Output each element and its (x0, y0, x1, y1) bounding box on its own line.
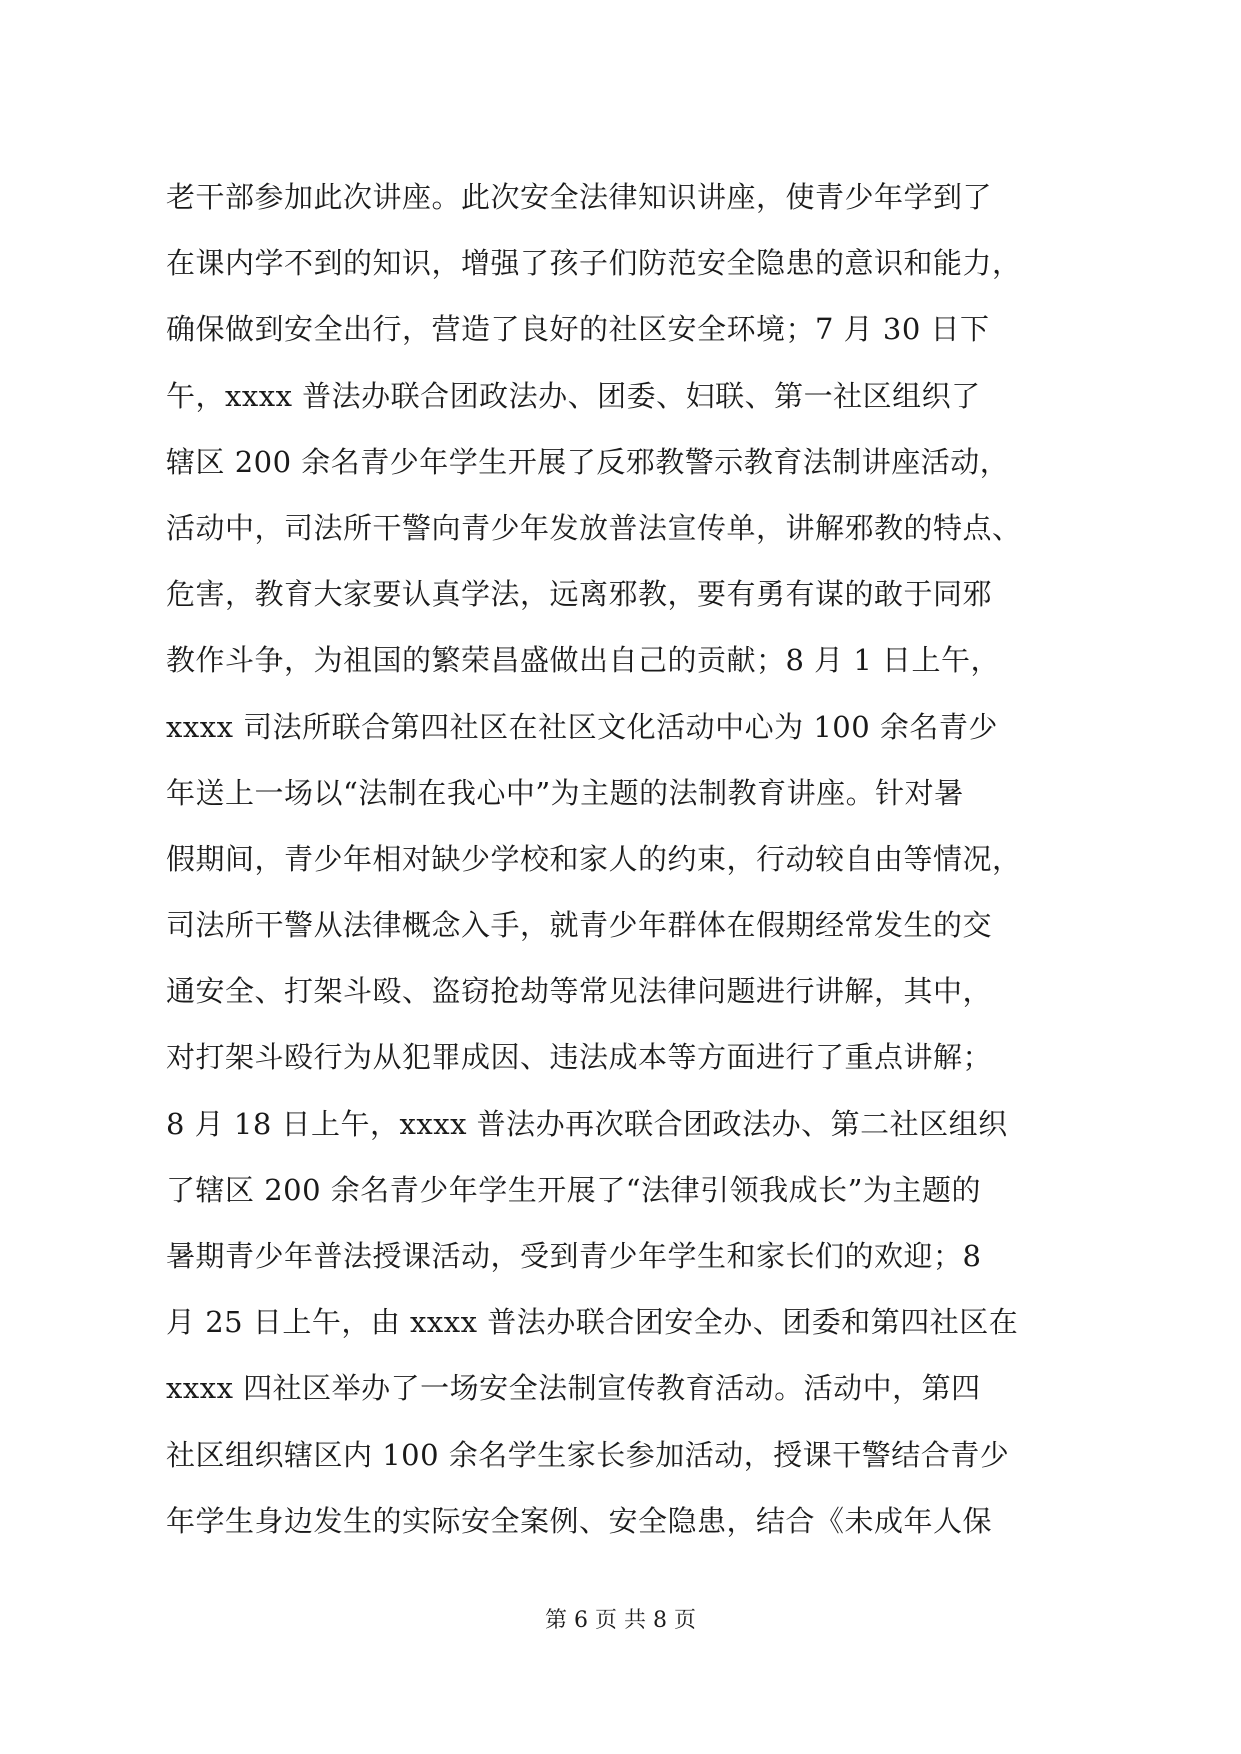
page-footer: 第 6 页 共 8 页 (545, 1608, 696, 1633)
text-line: xxxx 四社区举办了一场安全法制宣传教育活动。活动中，第四 (166, 1371, 981, 1406)
text-line: 辖区 200 余名青少年学生开展了反邪教警示教育法制讲座活动， (166, 444, 1010, 479)
text-line: 暑期青少年普法授课活动，受到青少年学生和家长们的欢迎；8 (166, 1239, 982, 1273)
text-line: 对打架斗殴行为从犯罪成因、违法成本等方面进行了重点讲解； (166, 1040, 993, 1075)
text-line: 通安全、打架斗殴、盗窃抢劫等常见法律问题进行讲解，其中， (166, 974, 993, 1009)
text-line: 了辖区 200 余名青少年学生开展了“法律引领我成长”为主题的 (166, 1172, 981, 1207)
text-line: 年学生身边发生的实际安全案例、安全隐患，结合《未成年人保 (166, 1503, 993, 1538)
body-text (166, 164, 1126, 1554)
text-line: 年送上一场以“法制在我心中”为主题的法制教育讲座。针对暑 (166, 775, 964, 810)
text-line: 确保做到安全出行，营造了良好的社区安全环境；7 月 30 日下 (166, 312, 990, 347)
text-line: 在课内学不到的知识，增强了孩子们防范安全隐患的意识和能力， (166, 246, 1022, 281)
text-line: 活动中，司法所干警向青少年发放普法宣传单，讲解邪教的特点、 (166, 510, 1022, 545)
text-line: 假期间，青少年相对缺少学校和家人的约束，行动较自由等情况， (166, 841, 1022, 876)
text-line: xxxx 司法所联合第四社区在社区文化活动中心为 100 余名青少 (166, 709, 998, 744)
text-line: 危害，教育大家要认真学法，远离邪教，要有勇有谋的敢于同邪 (166, 577, 993, 612)
text-line: 月 25 日上午，由 xxxx 普法办联合团安全办、团委和第四社区在 (166, 1305, 1019, 1340)
text-line: 教作斗争，为祖国的繁荣昌盛做出自己的贡献；8 月 1 日上午， (166, 643, 1001, 678)
text-line: 老干部参加此次讲座。此次安全法律知识讲座，使青少年学到了 (166, 180, 993, 214)
text-line: 社区组织辖区内 100 余名学生家长参加活动，授课干警结合青少 (166, 1437, 1010, 1472)
text-line: 午，xxxx 普法办联合团政法办、团委、妇联、第一社区组织了 (166, 378, 981, 413)
text-line: 8 月 18 日上午，xxxx 普法办再次联合团政法办、第二社区组织 (166, 1106, 1008, 1141)
text-line: 司法所干警从法律概念入手，就青少年群体在假期经常发生的交 (166, 908, 993, 943)
